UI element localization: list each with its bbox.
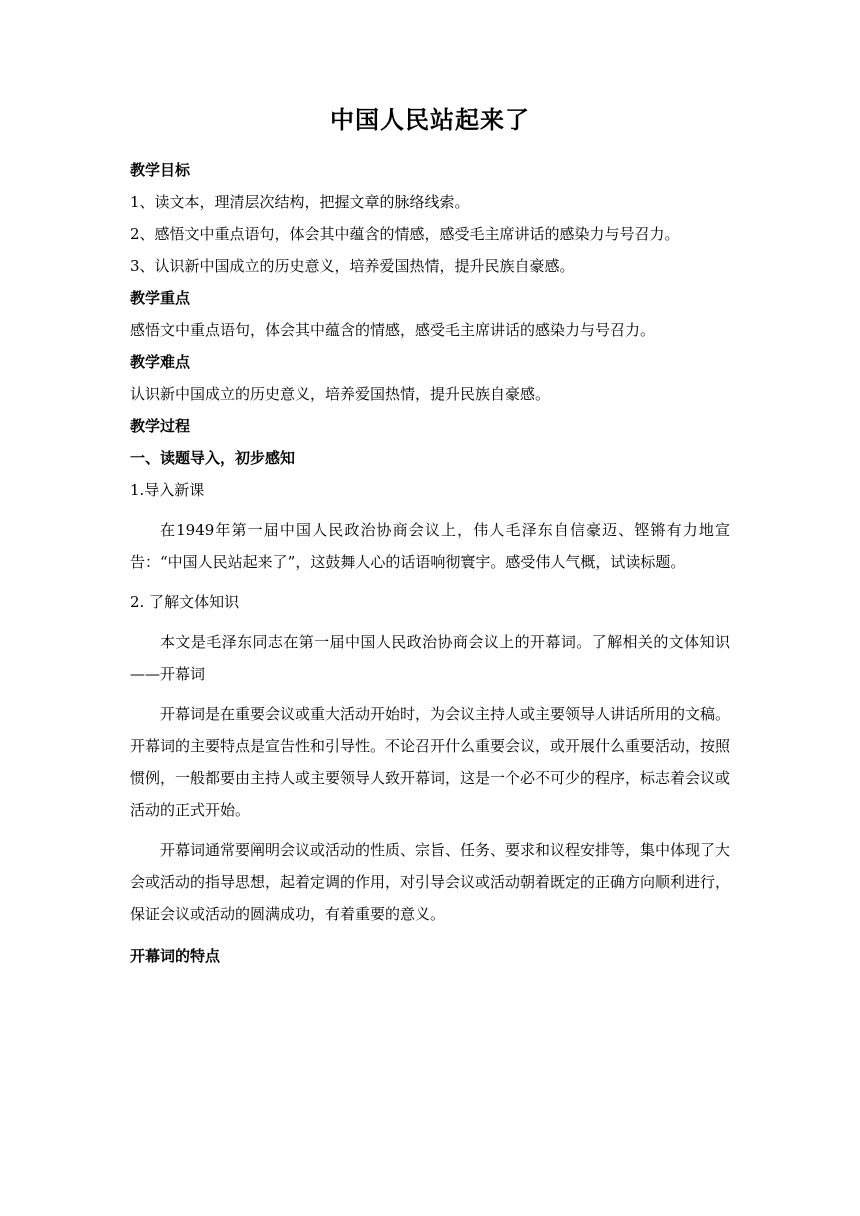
features-heading: 开幕词的特点: [130, 947, 221, 965]
document-title: 中国人民站起来了: [330, 106, 530, 134]
key-points-heading: 教学重点: [130, 289, 191, 307]
difficulty-heading: 教学难点: [130, 353, 191, 371]
process-heading: 教学过程: [130, 417, 191, 435]
opening-speech-definition-paragraph: 开幕词是在重要会议或重大活动开始时，为会议主持人或主要领导人讲话所用的文稿。开幕词的主要特点是宣告性和引导性。不论召开什么重要会议，或开展什么重要活动，按照惯例，一般都要由主持人或主要领导人致开幕词，这是一个必不可少的程序，标志着会议或活动的正式开始。: [130, 705, 731, 819]
goal-item-3: 3、认识新中国成立的历史意义，培养爱国热情，提升民族自豪感。: [130, 257, 575, 275]
goal-item-1: 1、读文本，理清层次结构，把握文章的脉络线索。: [130, 193, 470, 211]
opening-speech-content-paragraph: 开幕词通常要阐明会议或活动的性质、宗旨、任务、要求和议程安排等，集中体现了大会或活动的指导思想，起着定调的作用，对引导会议或活动朝着既定的正确方向顺利进行，保证会议或活动的圆满成功，有着重要的意义。: [130, 841, 731, 923]
step-1-title: 1.导入新课: [130, 481, 205, 499]
step-2-paragraph: 本文是毛泽东同志在第一届中国人民政治协商会议上的开幕词。了解相关的文体知识——开幕词: [130, 633, 730, 683]
goals-heading: 教学目标: [130, 161, 191, 179]
goal-item-2: 2、感悟文中重点语句，体会其中蕴含的情感，感受毛主席讲话的感染力与号召力。: [130, 225, 680, 243]
section-1-heading: 一、读题导入，初步感知: [130, 449, 296, 467]
step-1-paragraph: 在1949年第一届中国人民政治协商会议上，伟人毛泽东自信豪迈、铿锵有力地宣告：“中国人民站起来了”，这鼓舞人心的话语响彻寰宇。感受伟人气概，试读标题。: [130, 521, 730, 571]
document-page: [130, 100, 730, 972]
difficulty-text: 认识新中国成立的历史意义，培养爱国热情，提升民族自豪感。: [130, 385, 551, 403]
key-points-text: 感悟文中重点语句，体会其中蕴含的情感，感受毛主席讲话的感染力与号召力。: [130, 321, 656, 339]
step-2-title: 2. 了解文体知识: [130, 593, 240, 611]
